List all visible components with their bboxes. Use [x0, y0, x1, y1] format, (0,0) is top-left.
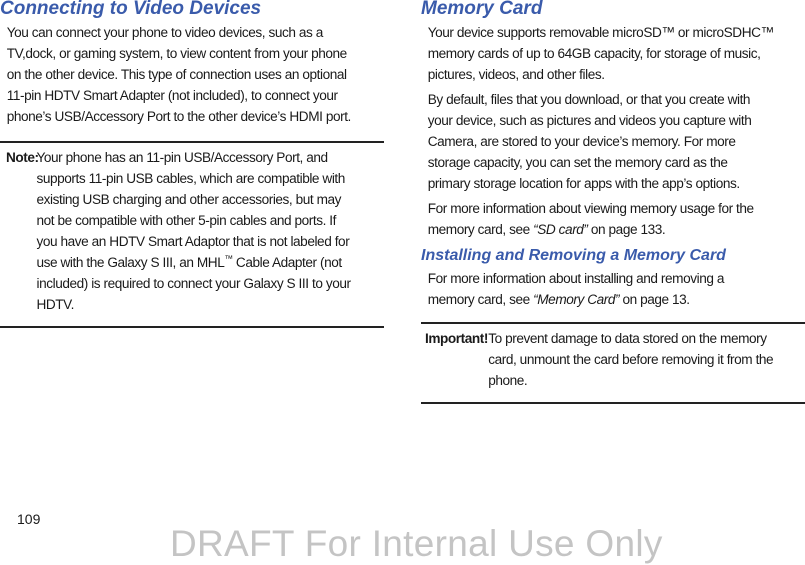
text-line: 11-pin HDTV Smart Adapter (not included), to connect your [6, 88, 338, 104]
section-heading-video-devices: Connecting to Video Devices [0, 0, 262, 19]
text-line: pictures, videos, and other files. [427, 67, 605, 83]
text-line: existing USB charging and other accessories, but may [36, 192, 342, 208]
text-line: on the other device. This type of connection uses an optional [6, 67, 347, 83]
install-paragraph [421, 269, 790, 311]
text-line: Camera, are stored to your device’s memory. For more [427, 134, 736, 150]
text-line: you have an HDTV Smart Adaptor that is not labeled for [36, 234, 350, 250]
text-line: HDTV. [36, 297, 74, 313]
note-top-rule [0, 141, 384, 143]
note-bottom-rule [0, 326, 384, 328]
sd-card-reference: “SD card” [533, 222, 588, 238]
text-line: card, unmount the card before removing it from the [488, 352, 774, 368]
note-label: Note: [6, 150, 39, 166]
text-line: TV,dock, or gaming system, to view content from your phone [6, 46, 347, 62]
text-line: storage capacity, you can set the memory card as the [427, 155, 728, 171]
memory-card-paragraph-1 [421, 23, 790, 86]
see-text: memory card, see [427, 222, 534, 238]
note-text [0, 148, 369, 316]
left-column [0, 0, 384, 328]
right-column [421, 0, 805, 404]
see-text: memory card, see [427, 292, 534, 308]
important-bottom-rule [421, 402, 805, 404]
text-line: For more information about viewing memory usage for the [427, 201, 754, 217]
memory-card-reference: “Memory Card” [533, 292, 620, 308]
trademark-symbol: ™ [224, 253, 233, 264]
text-line [36, 253, 368, 274]
text-line: Your device supports removable microSD™ or microSDHC™ [427, 25, 774, 41]
text-line: phone’s USB/Accessory Port to the other device’s HDMI port. [6, 109, 351, 125]
note-box [0, 148, 384, 316]
text-line: You can connect your phone to video devices, such as a [6, 25, 323, 41]
text-line: memory cards of up to 64GB capacity, for storage of music, [427, 46, 761, 62]
text-line: By default, files that you download, or that you create with [427, 92, 751, 108]
text-line: supports 11-pin USB cables, which are compatible with [36, 171, 345, 187]
text-line: Your phone has an 11-pin USB/Accessory Port, and [36, 150, 328, 166]
section-heading-memory-card: Memory Card [421, 0, 543, 19]
page-number: 109 [17, 511, 41, 527]
text-line: phone. [488, 373, 528, 389]
text-line: To prevent damage to data stored on the memory [488, 331, 767, 347]
text-line: primary storage location for apps with the app’s options. [427, 176, 740, 192]
text-line: included) is required to connect your Galaxy S III to your [36, 276, 351, 292]
important-top-rule [421, 322, 805, 324]
text-line: your device, such as pictures and videos you capture with [427, 113, 752, 129]
page-ref-text: on page 133. [587, 222, 666, 238]
text-line [428, 290, 790, 311]
memory-card-paragraph-3 [421, 199, 790, 241]
video-intro-paragraph [0, 23, 369, 128]
text-line: not be compatible with other 5-pin cables and ports. If [36, 213, 337, 229]
memory-card-paragraph-2 [421, 90, 790, 195]
mhl-text: use with the Galaxy S III, an MHL [36, 255, 225, 271]
cable-text: Cable Adapter (not [232, 255, 342, 271]
page-ref-text: on page 13. [619, 292, 690, 308]
important-text [421, 329, 790, 392]
text-line: For more information about installing and removing a [427, 271, 724, 287]
subheading-installing-removing: Installing and Removing a Memory Card [421, 247, 726, 264]
text-line [428, 220, 790, 241]
draft-watermark: DRAFT For Internal Use Only [170, 523, 663, 564]
important-box [421, 329, 805, 392]
important-label: Important! [425, 331, 489, 347]
